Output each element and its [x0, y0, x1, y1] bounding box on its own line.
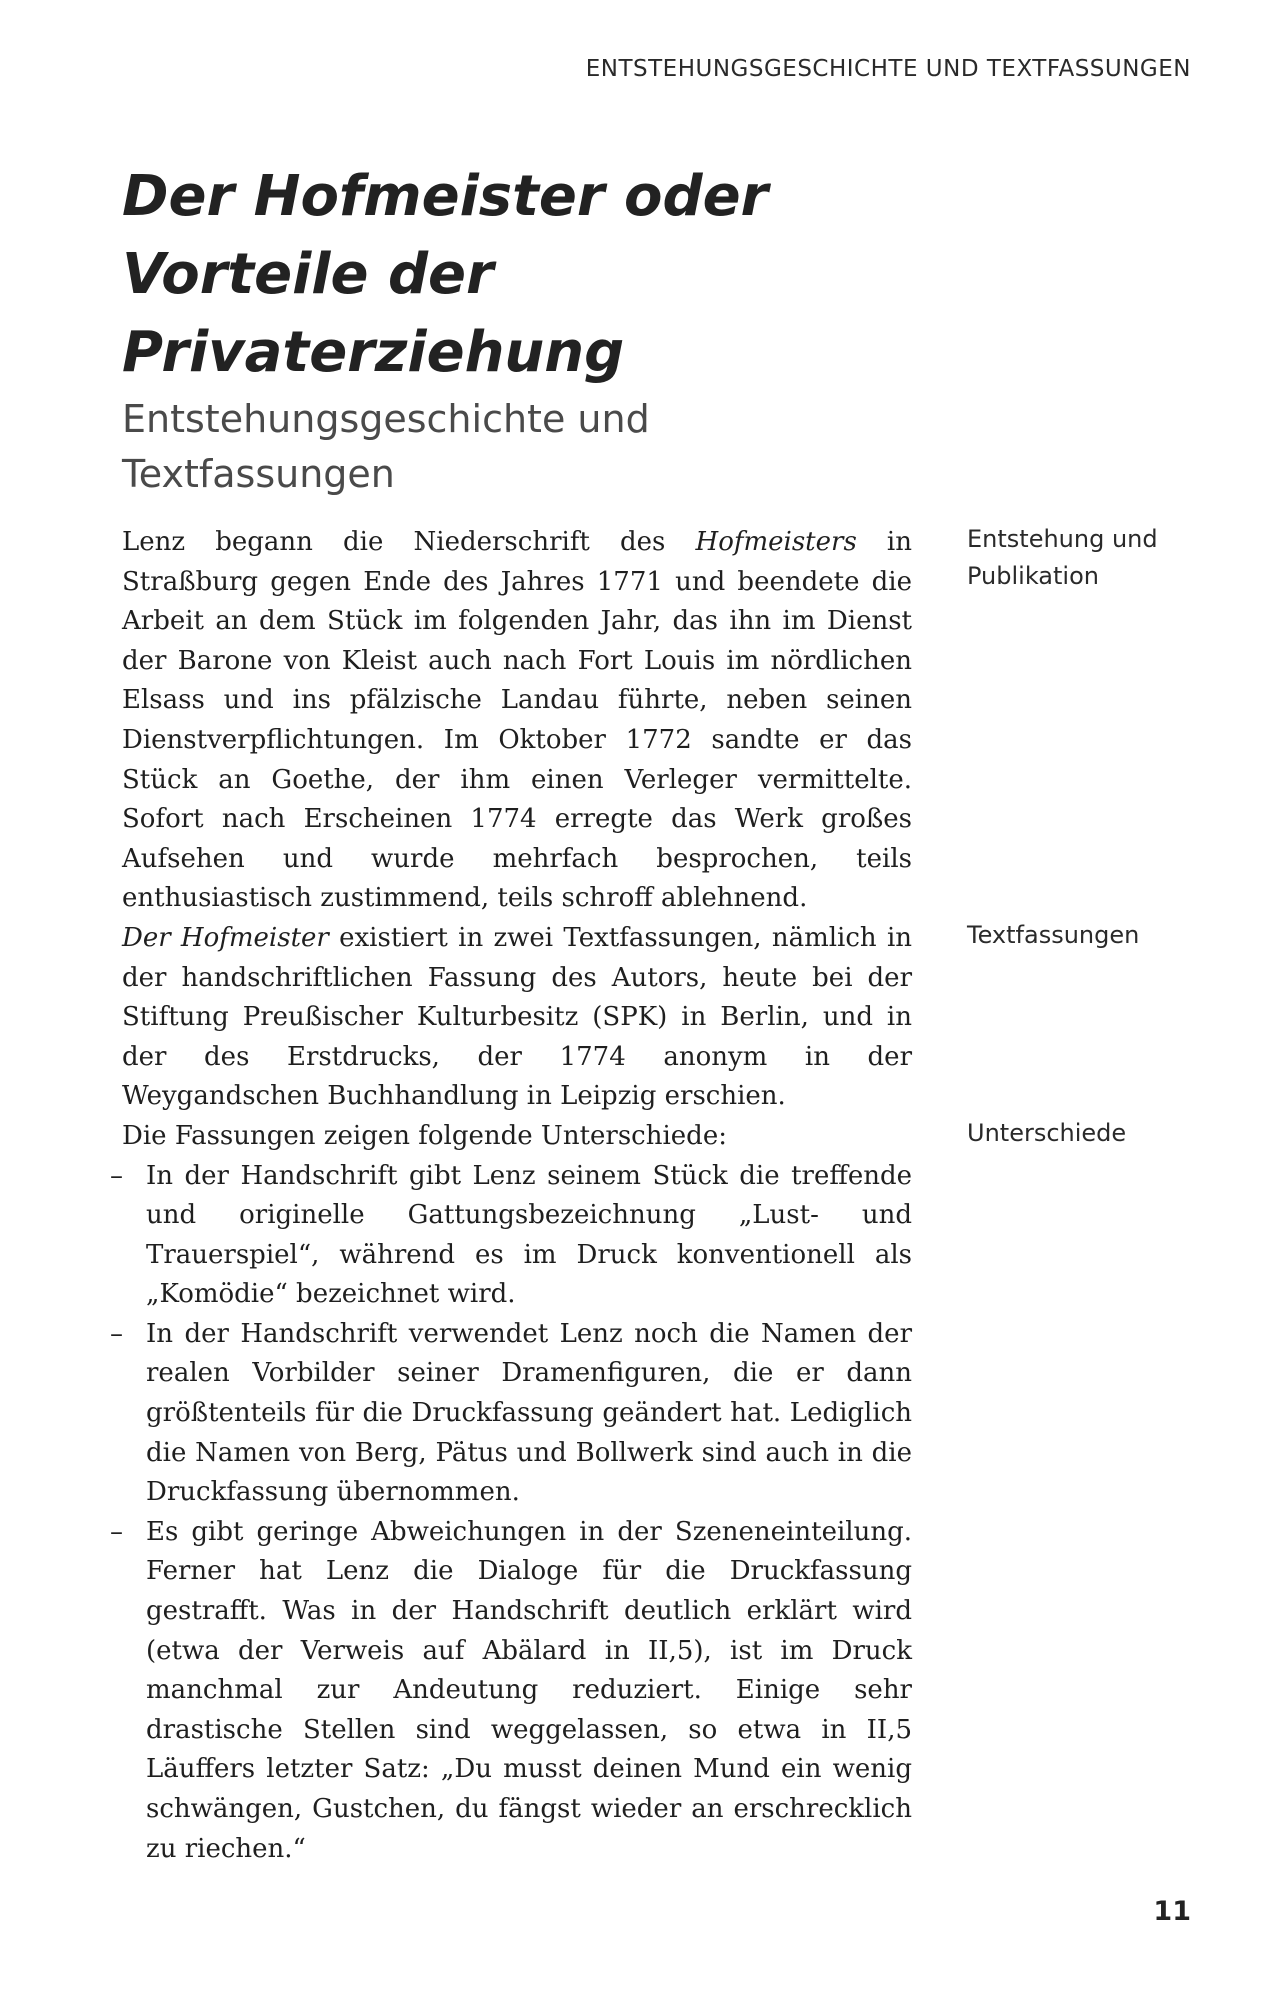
list-item: – In der Handschrift gibt Lenz seinem Stück die treffende und originelle Gattungsbezeichnung „Lust- und Trauerspiel“, während es im Druck konventionell als „Komödie“ bezeichnet wird. [122, 1157, 912, 1315]
paragraph-entstehung [122, 523, 912, 919]
paragraph-unterschiede-intro: Die Fassungen zeigen folgende Unterschiede: [122, 1120, 727, 1151]
margin-note-unterschiede: Unterschiede [967, 1119, 1127, 1147]
work-title-italic: Der Hofmeister [122, 922, 329, 953]
margin-note-line: Entstehung und [967, 525, 1158, 553]
section-heading: Entstehungsgeschichte und Textfassungen [122, 397, 650, 496]
running-head: ENTSTEHUNGSGESCHICHTE UND TEXTFASSUNGEN [585, 56, 1191, 82]
work-title-italic: Hofmeisters [695, 527, 857, 557]
body-text [122, 523, 912, 1869]
margin-note-textfassungen: Textfassungen [967, 921, 1140, 949]
chapter-title: Der Hofmeister oder Vorteile der Privaterziehung [122, 164, 769, 385]
differences-list [122, 1157, 912, 1870]
list-item: – Es gibt geringe Abweichungen in der Szeneneinteilung. Ferner hat Lenz die Dialoge für die Druckfassung gestrafft. Was in der Handschrift deutlich erklärt wird (etwa der Verweis auf Abälard in II,5), ist im Druck manchmal zur Andeutung reduziert. Einige sehr drastische Stellen sind weggelassen, so etwa in II,5 Läuffers letzter Satz: „Du musst deinen Mund ein wenig schwängen, Gustchen, du fängst wieder an erschrecklich zu riechen.“ [122, 1513, 912, 1869]
paragraph-textfassungen [122, 919, 912, 1117]
list-item: – In der Handschrift verwendet Lenz noch die Namen der realen Vorbilder seiner Dramenfiguren, die er dann größtenteils für die Druckfassung geändert hat. Lediglich die Namen von Berg, Pätus und Bollwerk sind auch in die Druckfassung übernommen. [122, 1315, 912, 1513]
margin-note-entstehung [967, 521, 1207, 595]
page-number: 11 [1153, 1896, 1191, 1927]
paragraph-entstehung-start: Lenz begann die Niederschrift des [122, 527, 696, 557]
margin-note-line: Publikation [967, 562, 1099, 590]
paragraph-entstehung-rest: in Straßburg gegen Ende des Jahres 1771 und beendete die Arbeit an dem Stück im folgenden Jahr, das ihn im Dienst der Barone von Kleist auch nach Fort Louis im nördlichen Elsass und ins pfälzische Landau führte, neben seinen Dienstverpflichtungen. Im Oktober 1772 sandte er das Stück an Goethe, der ihm einen Verleger vermittelte. Sofort nach Erscheinen 1774 erregte das Werk großes Aufsehen und wurde mehrfach besprochen, teils enthusiastisch zustimmend, teils schroff ablehnend. [122, 527, 912, 914]
paragraph-textfassungen-rest: existiert in zwei Textfassungen, nämlich in der handschriftlichen Fassung des Autors, heute bei der Stiftung Preußischer Kulturbesitz (SPK) in Berlin, und in der des Erstdrucks, der 1774 anonym in der Weygandschen Buchhandlung in Leipzig erschien. [122, 922, 912, 1112]
